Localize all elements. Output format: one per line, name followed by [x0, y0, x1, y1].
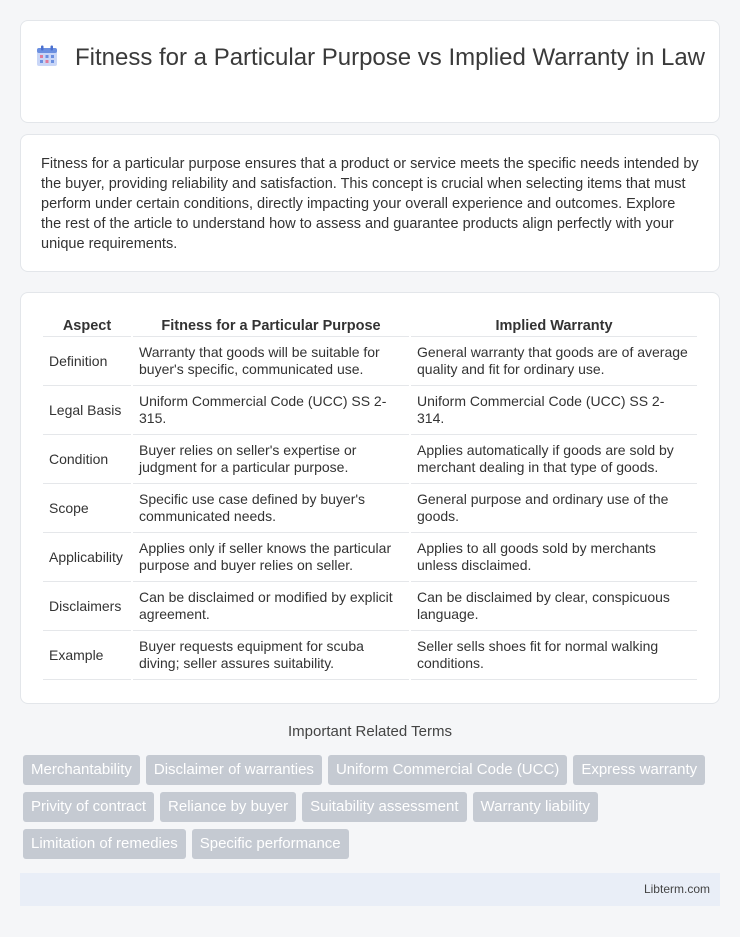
table-row — [43, 631, 697, 680]
cell-implied: Applies automatically if goods are sold by merchant dealing in that type of goods. — [411, 435, 697, 484]
cell-aspect: Disclaimers — [43, 582, 131, 631]
cell-fitness: Uniform Commercial Code (UCC) SS 2-315. — [133, 386, 409, 435]
tag-warranty-liability[interactable]: Warranty liability — [473, 792, 598, 822]
table-row — [43, 435, 697, 484]
intro-paragraph: Fitness for a particular purpose ensures that a product or service meets the specific needs intended by the buyer, providing reliability and satisfaction. This concept is crucial when selecting items that must perform under certain conditions, directly impacting your overall experience and outcomes. Explore the rest of the article to understand how to assess and guarantee products align perfectly with your unique requirements. — [41, 156, 699, 252]
cell-aspect: Example — [43, 631, 131, 680]
cell-fitness: Buyer relies on seller's expertise or judgment for a particular purpose. — [133, 435, 409, 484]
page-title: Fitness for a Particular Purpose vs Implied Warranty in Law — [74, 44, 705, 71]
cell-fitness: Warranty that goods will be suitable for buyer's specific, communicated use. — [133, 337, 409, 386]
cell-implied: Applies to all goods sold by merchants unless disclaimed. — [411, 533, 697, 582]
cell-aspect: Legal Basis — [43, 386, 131, 435]
comparison-table — [41, 315, 699, 680]
footer-brand-link[interactable]: Libterm.com — [643, 882, 710, 896]
header-aspect: Aspect — [43, 315, 131, 337]
comparison-table-card — [20, 292, 720, 704]
tag-suitability-assessment[interactable]: Suitability assessment — [302, 792, 466, 822]
tag-express-warranty[interactable]: Express warranty — [573, 755, 705, 785]
footer — [20, 873, 720, 906]
cell-fitness: Specific use case defined by buyer's communicated needs. — [133, 484, 409, 533]
cell-fitness: Applies only if seller knows the particular purpose and buyer relies on seller. — [133, 533, 409, 582]
table-header-row — [43, 315, 697, 337]
cell-fitness: Can be disclaimed or modified by explicit agreement. — [133, 582, 409, 631]
cell-aspect: Condition — [43, 435, 131, 484]
header-fitness: Fitness for a Particular Purpose — [133, 315, 409, 337]
cell-implied: General warranty that goods are of average quality and fit for ordinary use. — [411, 337, 697, 386]
cell-aspect: Definition — [43, 337, 131, 386]
related-terms-list — [23, 755, 713, 859]
table-row — [43, 582, 697, 631]
table-row — [43, 484, 697, 533]
cell-aspect: Applicability — [43, 533, 131, 582]
title-card — [20, 20, 720, 123]
table-row — [43, 386, 697, 435]
tag-privity-of-contract[interactable]: Privity of contract — [23, 792, 154, 822]
table-row — [43, 337, 697, 386]
tag-reliance-by-buyer[interactable]: Reliance by buyer — [160, 792, 296, 822]
cell-implied: General purpose and ordinary use of the goods. — [411, 484, 697, 533]
tag-uniform-commercial-code[interactable]: Uniform Commercial Code (UCC) — [328, 755, 567, 785]
page-title-wrap — [21, 43, 719, 73]
header-implied: Implied Warranty — [411, 315, 697, 337]
related-terms-heading: Important Related Terms — [288, 723, 452, 740]
tag-limitation-of-remedies[interactable]: Limitation of remedies — [23, 829, 186, 859]
cell-aspect: Scope — [43, 484, 131, 533]
tag-specific-performance[interactable]: Specific performance — [192, 829, 349, 859]
cell-implied: Seller sells shoes fit for normal walking conditions. — [411, 631, 697, 680]
table-row — [43, 533, 697, 582]
cell-fitness: Buyer requests equipment for scuba diving; seller assures suitability. — [133, 631, 409, 680]
tag-disclaimer-of-warranties[interactable]: Disclaimer of warranties — [146, 755, 322, 785]
cell-implied: Can be disclaimed by clear, conspicuous language. — [411, 582, 697, 631]
tag-merchantability[interactable]: Merchantability — [23, 755, 140, 785]
intro-card — [20, 134, 720, 272]
cell-implied: Uniform Commercial Code (UCC) SS 2-314. — [411, 386, 697, 435]
calendar-icon — [35, 44, 59, 68]
